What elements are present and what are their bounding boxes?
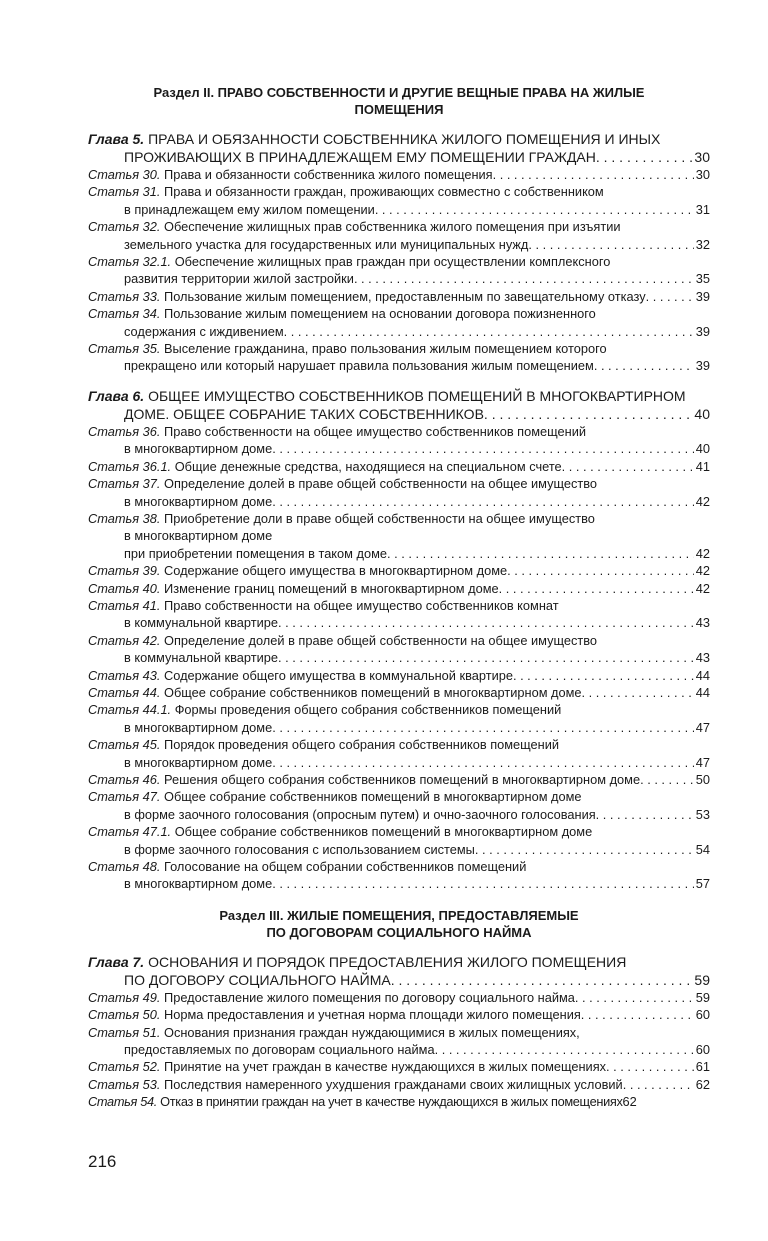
toc-entry: Статья 47. Общее собрание собственников помещений в многоквартирном доме — [88, 789, 582, 805]
page-ref: 30 — [694, 149, 710, 165]
chapter-label: Глава 7. — [88, 953, 145, 970]
toc-entry: Статья 50. Норма предоставления и учетная норма площади жилого помещения . . . 60 — [88, 1006, 710, 1023]
toc-entry: Статья 44. Общее собрание собственников помещений в многоквартирном доме . . . 44 — [88, 684, 710, 701]
toc-entry: Статья 41. Право собственности на общее имущество собственников комнат — [88, 597, 559, 613]
chapter-6: Глава 6. ОБЩЕЕ ИМУЩЕСТВО СОБСТВЕННИКОВ ПОМЕЩЕНИЙ В МНОГОКВАРТИРНОМ ДОМЕ. ОБЩЕЕ СОБРАНИЕ ТАКИХ СОБСТВЕННИКОВ . . . 40 — [88, 387, 710, 423]
toc-entry: Статья 52. Принятие на учет граждан в качестве нуждающихся в жилых помещениях . . . 61 — [88, 1058, 710, 1075]
toc-entry: Статья 53. Последствия намеренного ухудшения гражданами своих жилищных условий . . . 62 — [88, 1076, 710, 1093]
toc-entry: Статья 36.1. Общие денежные средства, находящиеся на специальном счете . . . 41 — [88, 458, 710, 475]
toc-entry: Статья 48. Голосование на общем собрании собственников помещений — [88, 859, 527, 875]
toc-entry: Статья 35. Выселение гражданина, право пользования жилым помещением которого — [88, 341, 607, 357]
toc-entries-ch7: Статья 49. Предоставление жилого помещения по договору социального найма . . . 59 Статья 50. Норма предоставления и учетная норма площади жилого помещения . . . 60 Статья 51. Основания признания граждан нуждающимися в жилых помещениях, предоставляемых по договорам социального найма . . . 60 Статья 52. Принятие на учет граждан в качестве нуждающихся в жилых помещениях . . . 61 Статья 53. Последствия намеренного ухудшения гражданами своих жилищных условий . . . 62 Статья 54. Отказ в принятии граждан на учет в качестве нуждающихся в жилых помещениях 62 — [88, 989, 710, 1111]
toc-entry: Статья 45. Порядок проведения общего собрания собственников помещений — [88, 737, 560, 753]
toc-entry: Статья 49. Предоставление жилого помещения по договору социального найма . . . 59 — [88, 989, 710, 1006]
section-3-title: Раздел III. ЖИЛЫЕ ПОМЕЩЕНИЯ, ПРЕДОСТАВЛЯЕМЫЕ ПО ДОГОВОРАМ СОЦИАЛЬНОГО НАЙМА — [219, 907, 579, 940]
chapter-label: Глава 6. — [88, 387, 145, 404]
toc-entry: Статья 33. Пользование жилым помещением, предоставленным по завещательному отказу . . . 39 — [88, 288, 710, 305]
chapter-label: Глава 5. — [88, 131, 145, 147]
toc-entry: Статья 30. Права и обязанности собственника жилого помещения . . . 30 — [88, 166, 710, 183]
toc-entry: Статья 36. Право собственности на общее имущество собственников помещений — [88, 423, 587, 439]
toc-entry: Статья 40. Изменение границ помещений в многоквартирном доме . . . 42 — [88, 580, 710, 597]
toc-entries-ch6: Статья 36. Право собственности на общее имущество собственников помещений в многоквартирном доме . . . 40 Статья 36.1. Общие денежные средства, находящиеся на специальном счете . . . 41 Статья 37. Определение долей в праве общей собственности на общее имущество в многоквартирном доме . . . 42 Статья 38. Приобретение доли в праве общей собственности на общее имущество в многоквартирном доме при приобретении помещения в таком доме . . . 42 Статья 39. Содержание общего имущества в многоквартирном доме . . . 42 Статья 40. Изменение границ помещений в многоквартирном доме . . . 42 Статья 41. Право собственности на общее имущество собственников комнат в коммунальной квартире . . . 43 Статья 42. Определение долей в праве общей собственности на общее имущество в коммунальной квартире . . . 43 Статья 43. Содержание общего имущества в коммунальной квартире . . . 44 Статья 44. Общее собрание собственников помещений в многоквартирном доме . . . 44 Статья 44.1. Формы проведения общего собрания собственников помещений в многоквартирном доме . . . 47 Статья 45. Порядок проведения общего собрания собственников помещений в многоквартирном доме . . . 47 Статья 46. Решения общего собрания собственников помещений в многоквартирном доме . . . 50 Статья 47. Общее собрание собственников помещений в многоквартирном доме в форме заочного голосования (опросным путем) и очно-заочного голосования . . . 53 Статья 47.1. Общее собрание собственников помещений в многоквартирном доме в форме заочного голосования с использованием системы . . . 54 Статья 48. Голосование на общем собрании собственников помещений в многоквартирном доме . . . 57 — [88, 423, 710, 893]
chapter-7: Глава 7. ОСНОВАНИЯ И ПОРЯДОК ПРЕДОСТАВЛЕНИЯ ЖИЛОГО ПОМЕЩЕНИЯ ПО ДОГОВОРУ СОЦИАЛЬНОГО НАЙМА . . . 59 — [88, 953, 710, 989]
toc-entry: Статья 51. Основания признания граждан нуждающимися в жилых помещениях, — [88, 1024, 580, 1040]
toc-entry: Статья 39. Содержание общего имущества в многоквартирном доме . . . 42 — [88, 562, 710, 579]
toc-entry: Статья 46. Решения общего собрания собственников помещений в многоквартирном доме . . . 50 — [88, 771, 710, 788]
toc-entry: Статья 47.1. Общее собрание собственников помещений в многоквартирном доме — [88, 824, 593, 840]
toc-entry: Статья 42. Определение долей в праве общей собственности на общее имущество — [88, 632, 598, 648]
toc-entry: Статья 37. Определение долей в праве общей собственности на общее имущество — [88, 476, 598, 492]
chapter-5: Глава 5. ПРАВА И ОБЯЗАННОСТИ СОБСТВЕННИКА ЖИЛОГО ПОМЕЩЕНИЯ И ИНЫХ ПРОЖИВАЮЩИХ В ПРИНАДЛЕЖАЩЕМ ЕМУ ПОМЕЩЕНИИ ГРАЖДАН . . . 30 — [88, 130, 710, 166]
table-of-contents — [88, 84, 710, 1111]
toc-entries-ch5: Статья 30. Права и обязанности собственника жилого помещения . . . 30 Статья 31. Права и обязанности граждан, проживающих совместно с собственником в принадлежащем ему жилом помещении . . . 31 Статья 32. Обеспечение жилищных прав собственника жилого помещения при изъятии земельного участка для государственных или муниципальных нужд . . . 32 Статья 32.1. Обеспечение жилищных прав граждан при осуществлении комплексного развития территории жилой застройки . . . 35 Статья 33. Пользование жилым помещением, предоставленным по завещательному отказу . . . 39 Статья 34. Пользование жилым помещением на основании договора пожизненного содержания с иждивением . . . 39 Статья 35. Выселение гражданина, право пользования жилым помещением которого прекращено или который нарушает правила пользования жилым помещением . . . 39 — [88, 166, 710, 375]
toc-entry: Статья 54. Отказ в принятии граждан на учет в качестве нуждающихся в жилых помещениях 62 — [88, 1094, 637, 1110]
toc-entry: Статья 32. Обеспечение жилищных прав собственника жилого помещения при изъятии — [88, 219, 621, 235]
toc-entry: Статья 44.1. Формы проведения общего собрания собственников помещений — [88, 702, 562, 718]
toc-entry: Статья 38. Приобретение доли в праве общей собственности на общее имущество — [88, 510, 595, 526]
page-number: 216 — [88, 1152, 117, 1171]
page-ref: 40 — [694, 405, 710, 422]
toc-entry: Статья 34. Пользование жилым помещением на основании договора пожизненного — [88, 306, 596, 322]
toc-entry: Статья 43. Содержание общего имущества в коммунальной квартире . . . 44 — [88, 667, 710, 684]
toc-entry: Статья 32.1. Обеспечение жилищных прав граждан при осуществлении комплексного — [88, 254, 611, 270]
toc-entry: Статья 31. Права и обязанности граждан, проживающих совместно с собственником — [88, 184, 604, 200]
page-ref: 59 — [694, 971, 710, 988]
section-2-title: Раздел II. ПРАВО СОБСТВЕННОСТИ И ДРУГИЕ ВЕЩНЫЕ ПРАВА НА ЖИЛЫЕ ПОМЕЩЕНИЯ — [153, 85, 645, 117]
